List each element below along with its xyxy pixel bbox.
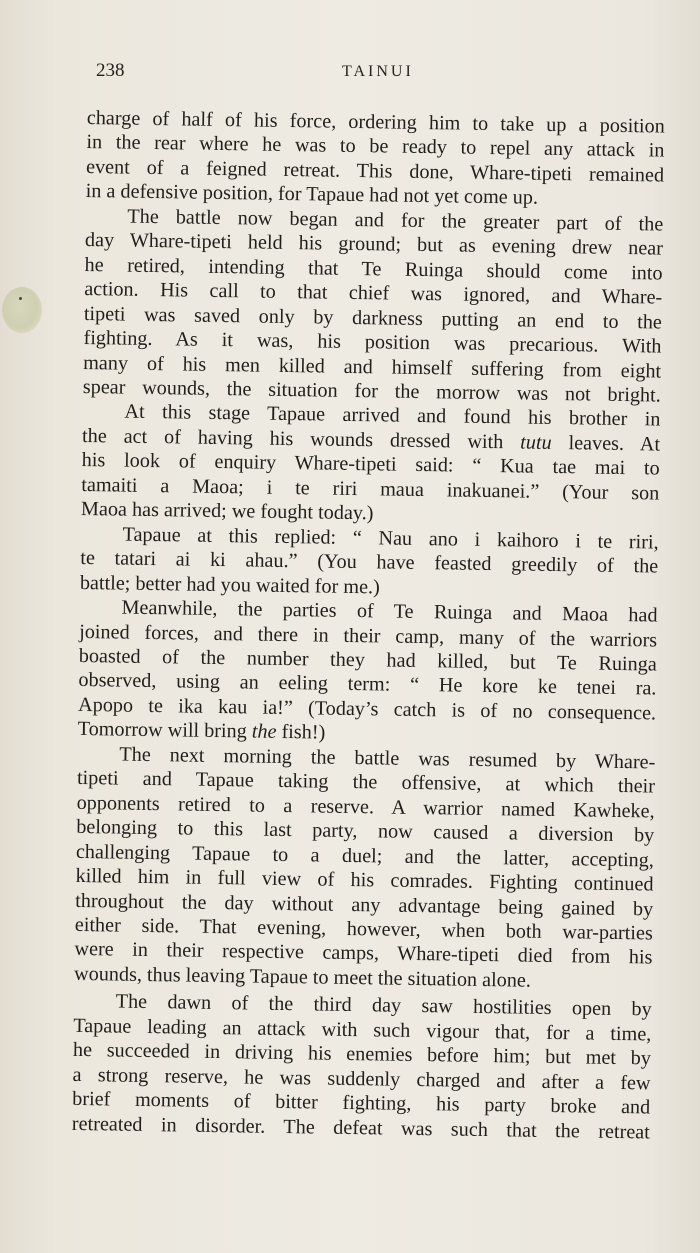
- text-line: action. His call to that chief was ignored, and Whare-: [84, 278, 663, 309]
- text-line: At this stage Tapaue arrived and found his brother in: [124, 401, 661, 431]
- text-line: joined forces, and there in their camp, many of the warriors: [79, 620, 658, 652]
- paragraph: [80, 522, 659, 604]
- paragraph: [72, 989, 652, 1144]
- text-line: spear wounds, the situation for the morrow was not bright.: [82, 375, 661, 407]
- text-line: he succeeded in driving his enemies before him; but met by: [72, 1039, 652, 1070]
- paragraph: [81, 399, 661, 530]
- running-head: TAINUI: [342, 63, 414, 80]
- text-line: Apopo te ika kau ia!” (Today’s catch is of no consequence.: [77, 693, 657, 725]
- text-line: The dawn of the third day saw hostilities open by: [115, 990, 652, 1021]
- text-line: Maoa has arrived; we fought today.): [80, 498, 374, 525]
- text-line: The next morning the battle was resumed by Whare-: [119, 743, 656, 774]
- text-line: his look of enquiry Whare-tipeti said: “ Kua tae mai to: [81, 449, 660, 480]
- text-line: tipeti was saved only by darkness putting an end to the: [83, 302, 663, 334]
- text-line: he retired, intending that Te Ruinga should come into: [84, 253, 663, 285]
- text-line: day Whare-tipeti held his ground; but as evening drew near: [84, 229, 664, 260]
- text-line: in a defensive position, for Tapaue had not yet come up.: [85, 180, 539, 210]
- text-line: tipeti and Tapaue taking the offensive, at which their: [76, 767, 656, 798]
- text-line: retreated in disorder. The defeat was such that the retreat: [71, 1112, 651, 1144]
- text-line: the act of having his wounds dressed with tutu leaves. At: [81, 424, 661, 456]
- text-line: challenging Tapaue to a duel; and the latter, accepting,: [75, 840, 655, 872]
- paragraph: [78, 595, 658, 750]
- paragraph: [86, 106, 665, 212]
- text-line: belonging to this last party, now caused a diversion by: [76, 816, 655, 847]
- text-line: Meanwhile, the parties of Te Ruinga and Maoa had: [121, 596, 658, 627]
- paragraph: [74, 742, 656, 995]
- body-text: [72, 106, 665, 1144]
- text-line: te tatari ai ki ahau.” (You have feasted greedily of the: [80, 547, 659, 578]
- text-line: a strong reserve, he was suddenly charged and after a few: [72, 1063, 651, 1095]
- text-line: opponents retired to a reserve. A warrior named Kawheke,: [76, 791, 655, 823]
- page-header: [96, 60, 666, 88]
- text-line: throughout the day without any advantage being gained by: [75, 889, 654, 920]
- text-line: charge of half of his force, ordering him to take up a position: [86, 106, 665, 138]
- text-line: wounds, thus leaving Tapaue to meet the situation alone.: [73, 962, 532, 992]
- text-line: brief moments of bitter fighting, his party broke and: [72, 1088, 651, 1119]
- paragraph: [83, 204, 664, 408]
- text-line: Tapaue leading an attack with such vigour that, for a time,: [73, 1014, 652, 1046]
- text-line: The battle now began and for the greater part of the: [127, 205, 664, 236]
- text-line: either side. That evening, however, when both war-parties: [74, 913, 653, 945]
- text-line: were in their respective camps, Whare-tipeti died from his: [74, 938, 653, 969]
- text-line: tamaiti a Maoa; i te riri maua inakuanei.” (Your son: [81, 473, 660, 505]
- text-line: event of a feigned retreat. This done, Whare-tipeti remained: [85, 155, 665, 187]
- text-line: boasted of the number they had killed, but Te Ruinga: [78, 644, 657, 676]
- text-line: many of his men killed and himself suffering from eight: [83, 351, 662, 383]
- text-line: observed, using an eeling term: “ He kore ke tenei ra.: [78, 669, 657, 700]
- text-line: battle; better had you waited for me.): [79, 571, 380, 599]
- text-line: Tapaue at this replied: “ Nau ano i kaihoro i te riri,: [122, 523, 659, 554]
- text-line: fighting. As it was, his position was precarious. With: [83, 327, 662, 358]
- page-number: 238: [96, 60, 125, 81]
- paper-stain: [2, 287, 42, 333]
- text-line: killed him in full view of his comrades. Fighting continued: [75, 864, 654, 896]
- text-line: in the rear where he was to be ready to repel any attack in: [86, 131, 665, 163]
- ink-dot: [19, 297, 22, 300]
- text-line: Tomorrow will bring the fish!): [77, 718, 326, 744]
